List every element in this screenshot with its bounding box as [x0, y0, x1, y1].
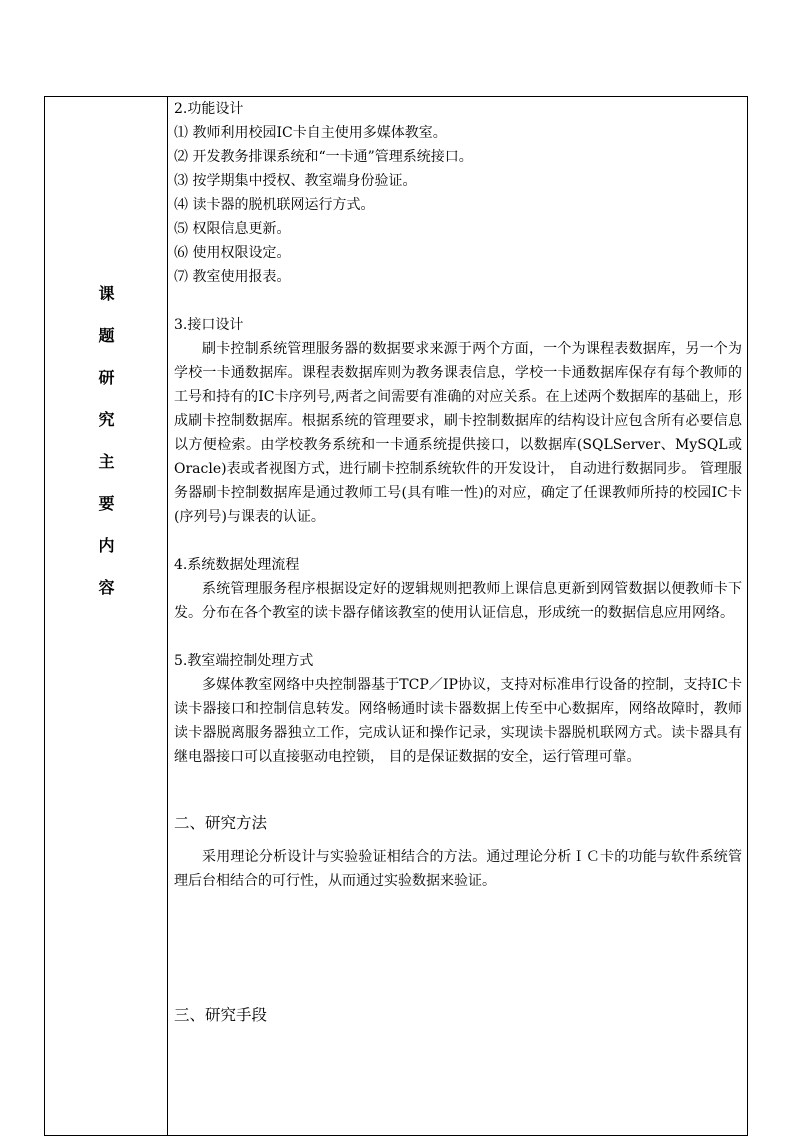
research-method-heading: 二、研究方法 — [174, 814, 268, 832]
function-item: ⑹ 使用权限设定。 — [174, 245, 291, 261]
research-means-heading: 三、研究手段 — [174, 1006, 268, 1024]
label-char: 题 — [98, 326, 115, 345]
section-label — [45, 273, 168, 609]
label-column — [45, 97, 168, 1135]
function-item: ⑷ 读卡器的脱机联网运行方式。 — [174, 197, 375, 213]
content-column — [174, 97, 742, 1027]
function-item: ⑺ 教室使用报表。 — [174, 269, 291, 285]
label-char: 究 — [98, 410, 115, 429]
label-char: 内 — [98, 536, 115, 555]
function-item: ⑴ 教师利用校园IC卡自主使用多媒体教室。 — [174, 125, 447, 141]
interface-design-heading: 3.接口设计 — [174, 317, 244, 333]
interface-design-paragraph: 刷卡控制系统管理服务器的数据要求来源于两个方面，一个为课程表数据库，另一个为学校一卡通数据库。课程表数据库则为教务课表信息，学校一卡通数据库保存有每个教师的工号和持有的IC卡序列号,两者之间需要有准确的对应关系。在上述两个数据库的基础上，形成刷卡控制数据库。根据系统的管理要求，刷卡控制数据库的结构设计应包含所有必要信息以方便检索。由学校教务系统和一卡通系统提供接口，以数据库(SQLServer、MySQL或Oracle)表或者视图方式，进行刷卡控制系统软件的开发设计， 自动进行数据同步。 管理服务器刷卡控制数据库是通过教师工号(具有唯一性)的对应，确定了任课教师所持的校园IC卡(序列号)与课表的认证。 — [174, 341, 742, 525]
function-item: ⑸ 权限信息更新。 — [174, 221, 291, 237]
label-char: 主 — [98, 452, 115, 471]
classroom-control-heading: 5.教室端控制处理方式 — [174, 653, 314, 669]
data-flow-paragraph: 系统管理服务程序根据设定好的逻辑规则把教师上课信息更新到网管数据以便教师卡下发。分布在各个教室的读卡器存储该教室的使用认证信息，形成统一的数据信息应用网络。 — [174, 581, 742, 621]
label-char: 研 — [98, 368, 115, 387]
classroom-control-paragraph: 多媒体教室网络中央控制器基于TCP／IP协议，支持对标准串行设备的控制，支持IC卡读卡器接口和控制信息转发。网络畅通时读卡器数据上传至中心数据库，网络故障时，教师读卡器脱离服务器独立工作，完成认证和操作记录，实现读卡器脱机联网方式。读卡器具有继电器接口可以直接驱动电控锁， 目的是保证数据的安全，运行管理可靠。 — [174, 677, 742, 765]
label-char: 容 — [98, 578, 115, 597]
function-design-heading: 2.功能设计 — [174, 101, 244, 117]
label-char: 课 — [98, 284, 115, 303]
label-char: 要 — [98, 494, 115, 513]
data-flow-heading: 4.系统数据处理流程 — [174, 557, 300, 573]
function-item: ⑶ 按学期集中授权、教室端身份验证。 — [174, 173, 417, 189]
function-item: ⑵ 开发教务排课系统和“一卡通”管理系统接口。 — [174, 149, 473, 165]
content-table — [44, 96, 748, 1136]
research-method-paragraph: 采用理论分析设计与实验验证相结合的方法。通过理论分析ＩＣ卡的功能与软件系统管理后台相结合的可行性，从而通过实验数据来验证。 — [174, 849, 742, 889]
